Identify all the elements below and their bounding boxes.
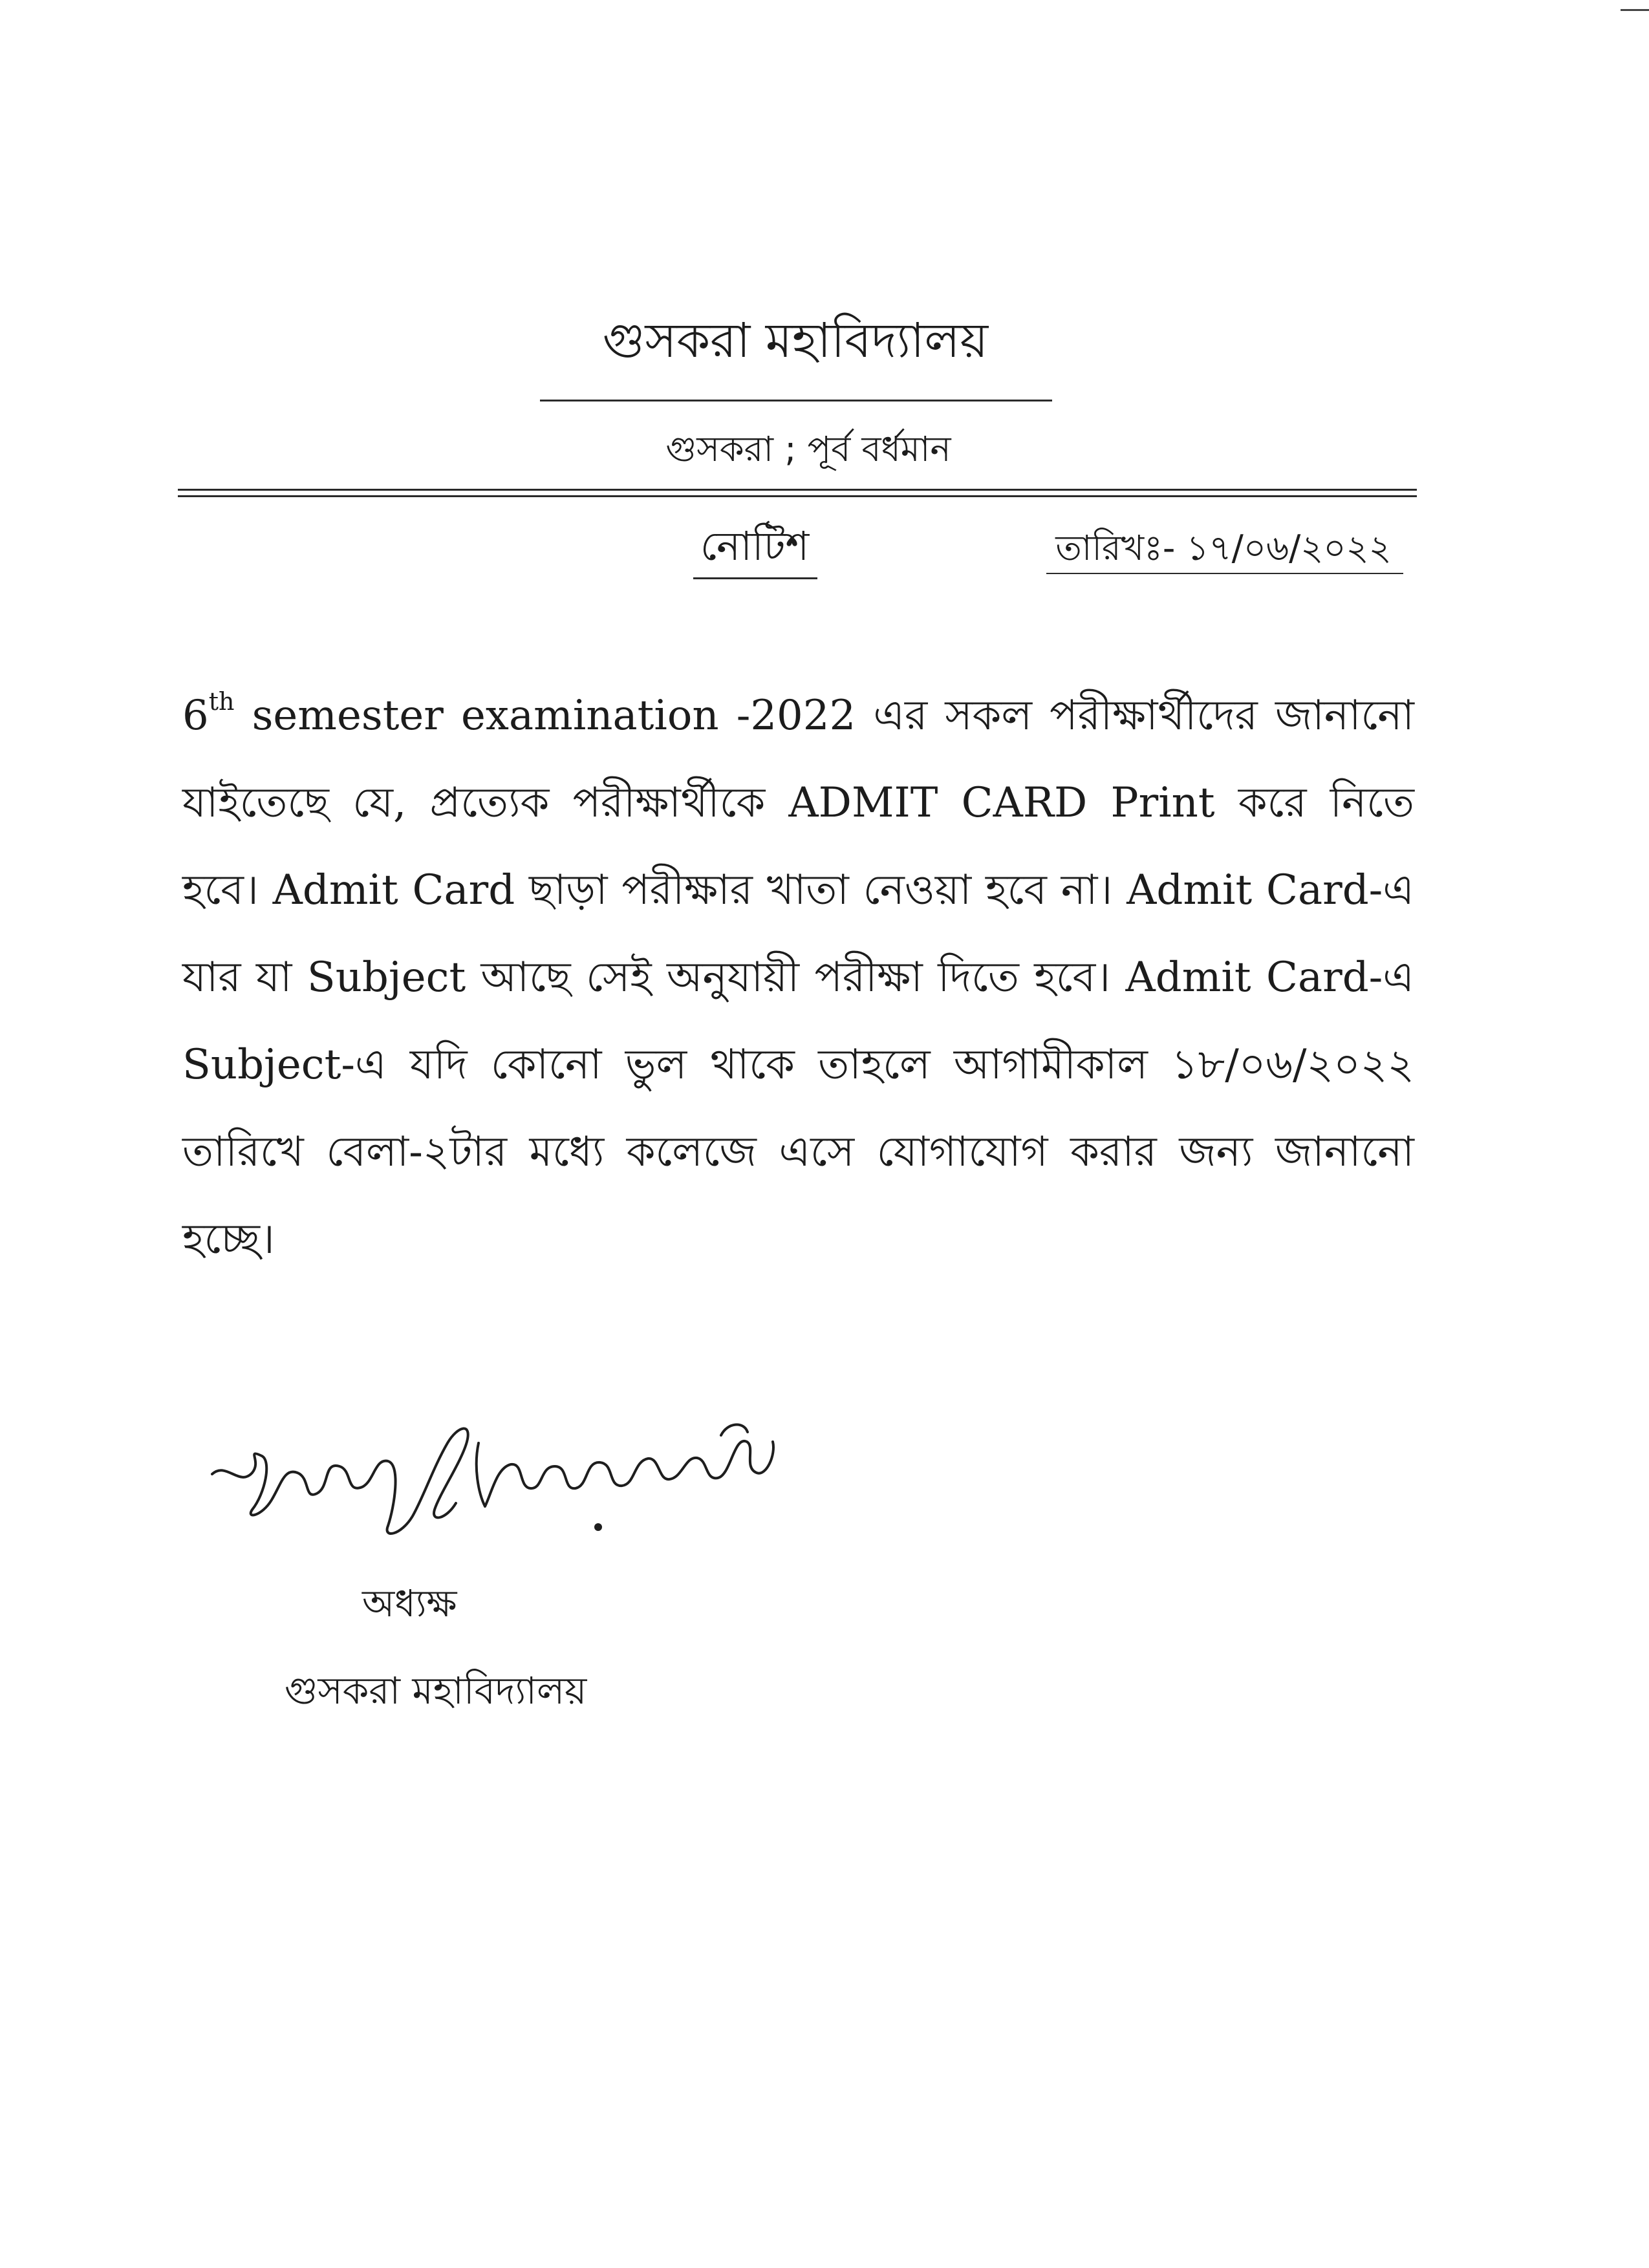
principal-signature (207, 1396, 847, 1558)
college-name-heading: গুসকরা মহাবিদ্যালয় (602, 313, 989, 369)
header-divider-bottom (178, 495, 1417, 497)
notice-heading: নোটিশ (700, 522, 810, 570)
ordinal-number: 6 (182, 692, 209, 740)
signatory-organization: গুসকরা মহাবিদ্যালয় (285, 1669, 587, 1713)
college-name-underline (540, 400, 1052, 401)
notice-date: তারিখঃ- ১৭/০৬/২০২২ (1055, 528, 1392, 568)
college-address: গুসকরা ; পূর্ব বর্ধমান (665, 429, 951, 469)
signature-drawing (207, 1396, 847, 1558)
ordinal-suffix: th (208, 687, 235, 716)
signatory-role: অধ্যক্ষ (362, 1581, 457, 1625)
notice-heading-underline (693, 577, 817, 579)
notice-body (182, 672, 1414, 1283)
notice-date-underline (1046, 573, 1403, 574)
header-divider-top (178, 489, 1417, 491)
notice-body-text: semester examination -2022 এর সকল পরীক্ষার্থীদের জানানো যাইতেছে যে, প্রত্যেক পরীক্ষার্থীকে ADMIT CARD Print করে নিতে হবে। Admit Card ছাড়া পরীক্ষার খাতা নেওয়া হবে না। Admit Card-এ যার যা Subject আছে সেই অনুযায়ী পরীক্ষা দিতে হবে। Admit Card-এ Subject-এ যদি কোনো ভুল থাকে তাহলে আগামীকাল ১৮/০৬/২০২২ তারিখে বেলা-২টার মধ্যে কলেজে এসে যোগাযোগ করার জন্য জানানো হচ্ছে। (182, 692, 1414, 1263)
scan-edge-mark (1621, 9, 1649, 11)
